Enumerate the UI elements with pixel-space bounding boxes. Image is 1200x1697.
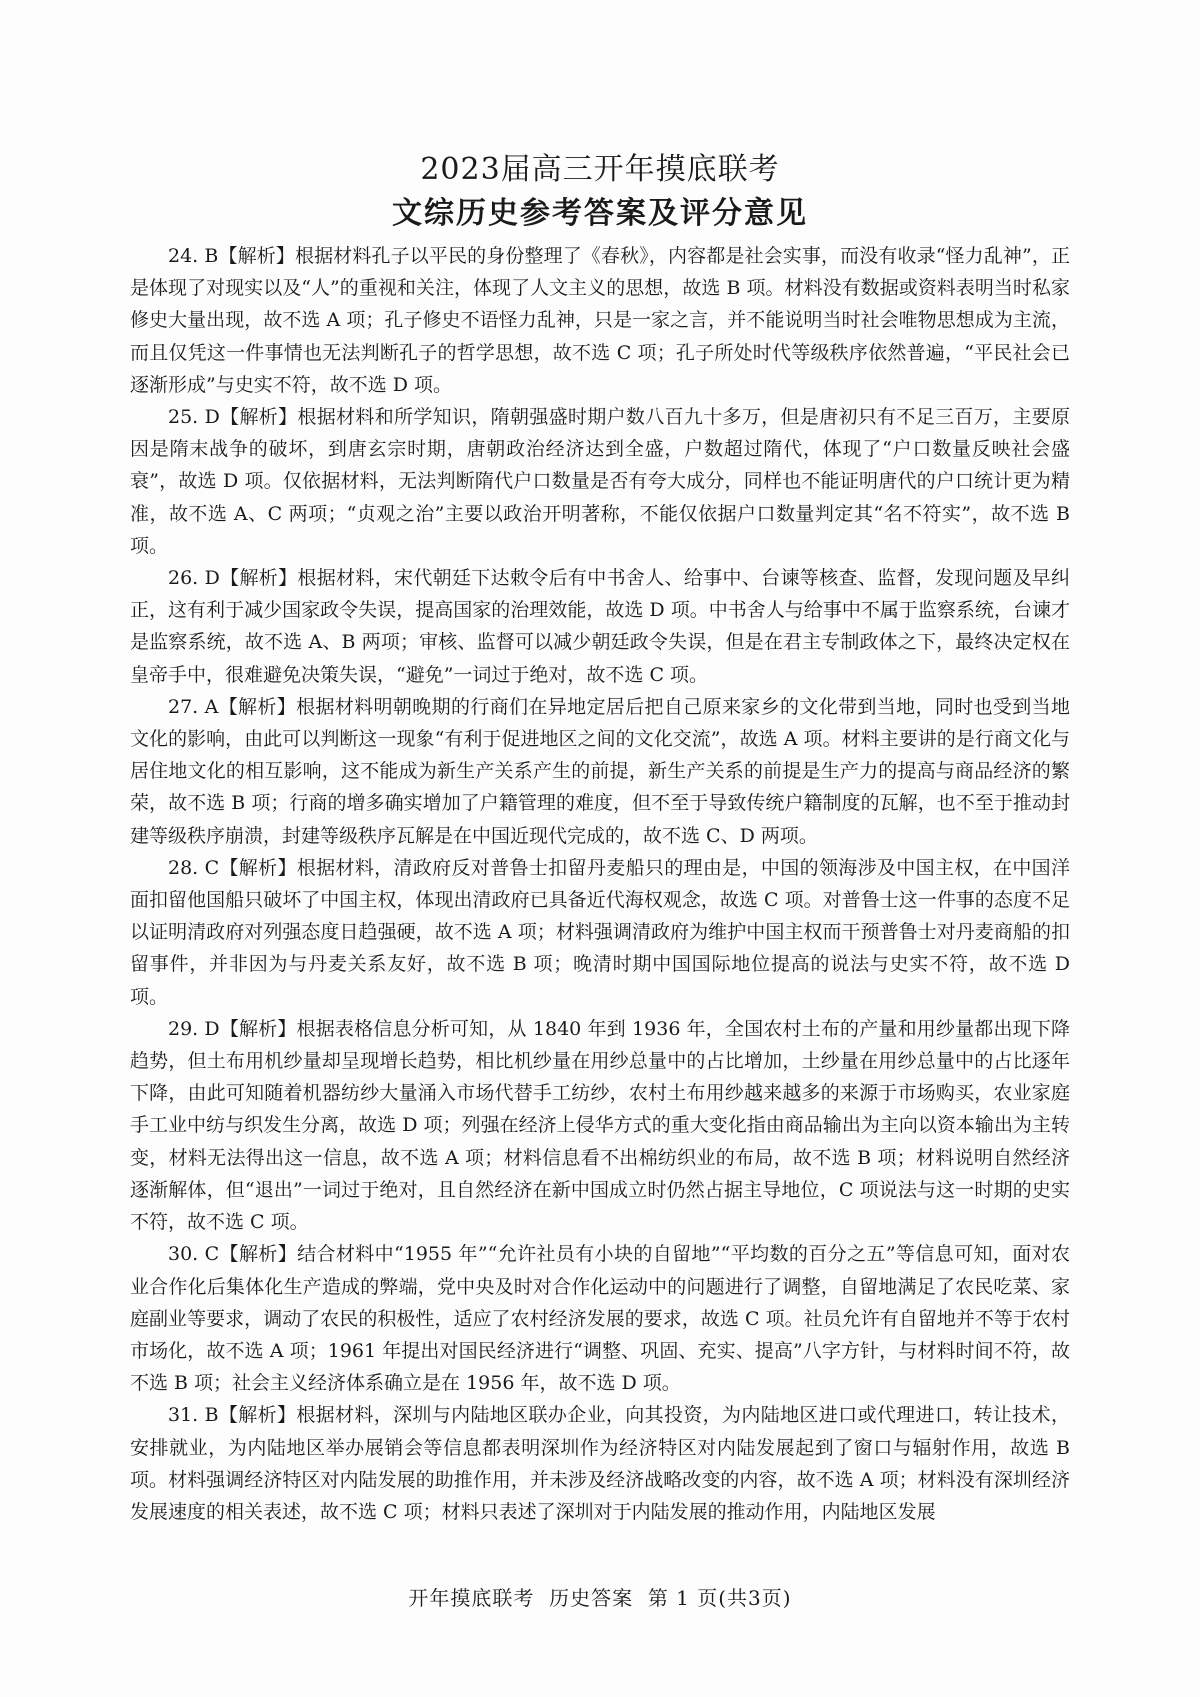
answer-item-26: 26. D【解析】根据材料，宋代朝廷下达敕令后有中书舍人、给事中、台谏等核查、监督，发现问题及早纠正，这有利于减少国家政令失误，提高国家的治理效能，故选 D 项。中书舍人与给事中不属于监察系统，台谏才是监察系统，故不选 A、B 两项；审核、监督可以减少朝廷政令失误，但是在君主专制政体之下，最终决定权在皇帝手中，很难避免决策失误，“避免”一词过于绝对，故不选 C 项。 [130,567,1070,686]
page-footer: 开年摸底联考 历史答案 第 1 页(共3页) [408,1586,792,1610]
answer-item-29: 29. D【解析】根据表格信息分析可知，从 1840 年到 1936 年，全国农村土布的产量和用纱量都出现下降趋势，但土布用机纱量却呈现增长趋势，相比机纱量在用纱总量中的占比增加，土纱量在用纱总量中的占比逐年下降，由此可知随着机器纺纱大量涌入市场代替手工纺纱，农村土布用纱越来越多的来源于市场购买，农业家庭手工业中纺与织发生分离，故选 D 项；列强在经济上侵华方式的重大变化指由商品输出为主向以资本输出为主转变，材料无法得出这一信息，故不选 A 项；材料信息看不出棉纺织业的布局，故不选 B 项；材料说明自然经济逐渐解体，但“退出”一词过于绝对，且自然经济在新中国成立时仍然占据主导地位，C 项说法与这一时期的史实不符，故不选 C 项。 [130,1017,1070,1234]
answer-list [130,240,1070,1528]
answer-item-30: 30. C【解析】结合材料中“1955 年”“允许社员有小块的自留地”“平均数的百分之五”等信息可知，面对农业合作化后集体化生产造成的弊端，党中央及时对合作化运动中的问题进行了调整，自留地满足了农民吃菜、家庭副业等要求，调动了农民的积极性，适应了农村经济发展的要求，故选 C 项。社员允许有自留地并不等于农村市场化，故不选 A 项；1961 年提出对国民经济进行“调整、巩固、充实、提高”八字方针，与材料时间不符，故不选 B 项；社会主义经济体系确立是在 1956 年，故不选 D 项。 [130,1243,1070,1395]
answer-item-25: 25. D【解析】根据材料和所学知识，隋朝强盛时期户数八百九十多万，但是唐初只有不足三百万，主要原因是隋末战争的破坏，到唐玄宗时期，唐朝政治经济达到全盛，户数超过隋代，体现了“户口数量反映社会盛衰”，故选 D 项。仅依据材料，无法判断隋代户口数量是否有夸大成分，同样也不能证明唐代的户口统计更为精准，故不选 A、C 两项；“贞观之治”主要以政治开明著称，不能仅依据户口数量判定其“名不符实”，故不选 B 项。 [130,406,1070,557]
answer-item-24: 24. B【解析】根据材料孔子以平民的身份整理了《春秋》，内容都是社会实事，而没有收录“怪力乱神”，正是体现了对现实以及“人”的重视和关注，体现了人文主义的思想，故选 B 项。材料没有数据或资料表明当时私家修史大量出现，故不选 A 项；孔子修史不语怪力乱神，只是一家之言，并不能说明当时社会唯物思想成为主流，而且仅凭这一件事情也无法判断孔子的哲学思想，故不选 C 项；孔子所处时代等级秩序依然普遍，“平民社会已逐渐形成”与史实不符，故不选 D 项。 [130,245,1070,396]
answer-item-27: 27. A【解析】根据材料明朝晚期的行商们在异地定居后把自己原来家乡的文化带到当地，同时也受到当地文化的影响，由此可以判断这一现象“有利于促进地区之间的文化交流”，故选 A 项。材料主要讲的是行商文化与居住地文化的相互影响，这不能成为新生产关系产生的前提，新生产关系的前提是生产力的提高与商品经济的繁荣，故不选 B 项；行商的增多确实增加了户籍管理的难度，但不至于导致传统户籍制度的瓦解，也不至于推动封建等级秩序崩溃，封建等级秩序瓦解是在中国近现代完成的，故不选 C、D 两项。 [130,695,1070,847]
exam-subtitle: 文综历史参考答案及评分意见 [392,196,808,231]
answer-item-31: 31. B【解析】根据材料，深圳与内陆地区联办企业，向其投资，为内陆地区进口或代理进口，转让技术，安排就业，为内陆地区举办展销会等信息都表明深圳作为经济特区对内陆发展起到了窗口与辐射作用，故选 B 项。材料强调经济特区对内陆发展的助推作用，并未涉及经济战略改变的内容，故不选 A 项；材料没有深圳经济发展速度的相关表述，故不选 C 项；材料只表述了深圳对于内陆发展的推动作用，内陆地区发展 [130,1404,1070,1523]
page-content [130,150,1070,1528]
exam-title: 2023届高三开年摸底联考 [420,152,780,187]
answer-item-28: 28. C【解析】根据材料，清政府反对普鲁士扣留丹麦船只的理由是，中国的领海涉及中国主权，在中国洋面扣留他国船只破坏了中国主权，体现出清政府已具备近代海权观念，故选 C 项。对普鲁士这一件事的态度不足以证明清政府对列强态度日趋强硬，故不选 A 项；材料强调清政府为维护中国主权而干预普鲁士对丹麦商船的扣留事件，并非因为与丹麦关系友好，故不选 B 项；晚清时期中国国际地位提高的说法与史实不符，故不选 D 项。 [130,856,1070,1008]
